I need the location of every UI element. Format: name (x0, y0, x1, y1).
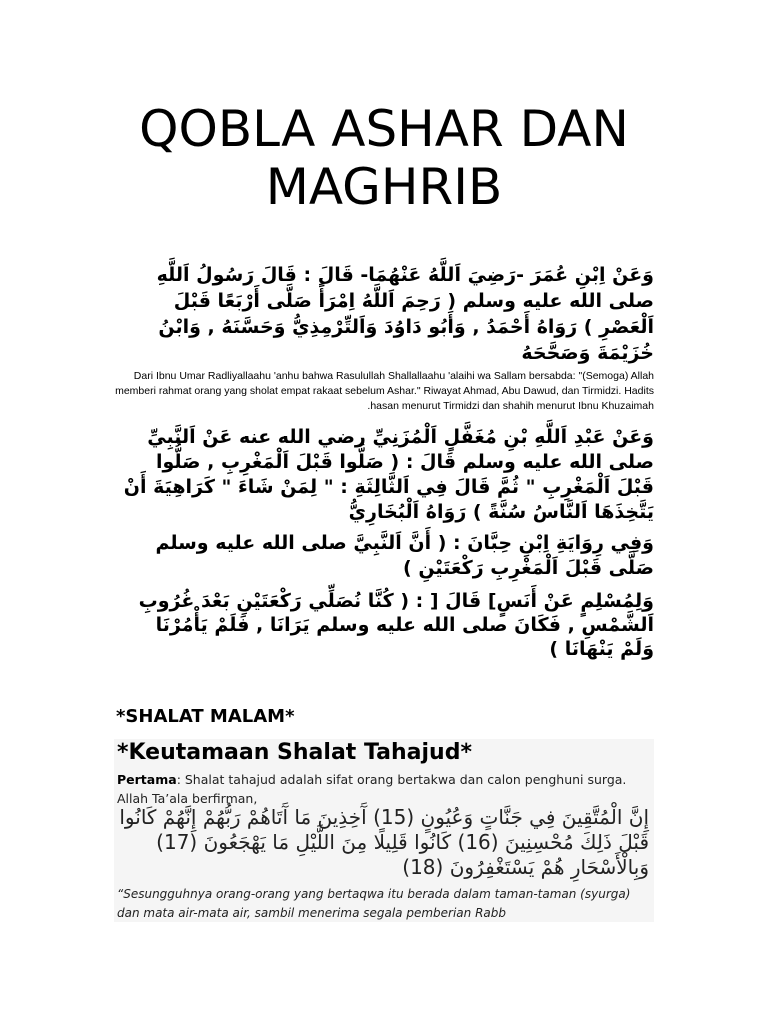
keutamaan-quran-verse: إِنَّ الْمُتَّقِينَ فِي جَنَّاتٍ وَعُيُونٍ (15) آَخِذِينَ مَا آَتَاهُمْ رَبُّهُمْ إِنَّهُمْ كَانُوا قَبْلَ ذَلِكَ مُحْسِنِينَ (16) كَانُوا قَلِيلًا مِنَ اللَّيْلِ مَا يَهْجَعُونَ (17) وَبِالْأَسْحَارِ هُمْ يَسْتَغْفِرُونَ (18) (119, 805, 649, 879)
keutamaan-label: Pertama (117, 772, 177, 787)
keutamaan-title: *Keutamaan Shalat Tahajud* (117, 740, 472, 765)
hadith-4-arabic: وَلِمُسْلِمٍ عَنْ أَنَسٍ] قَالَ [ : ( كُنَّا نُصَلِّي رَكْعَتَيْنِ بَعْدَ غُرُوبِ اَلشَّمْسِ , فَكَانَ صلى الله عليه وسلم يَرَانَا , فَلَمْ يَأْمُرْنَا وَلَمْ يَنْهَانَا ) (138, 590, 654, 660)
keutamaan-excerpt-box (114, 739, 654, 922)
hadith-3-arabic: وَفِي رِوَايَةِ اِبْنِ حِبَّانَ : ( أَنَّ اَلنَّبِيَّ صلى الله عليه وسلم صَلَّى قَبْلَ اَلْمَغْرِبِ رَكْعَتَيْنِ ) (155, 532, 654, 579)
page-title: QOBLA ASHAR DAN MAGHRIB (139, 100, 629, 216)
hadith-1-translation: Dari Ibnu Umar Radliyallaahu 'anhu bahwa Rasulullah Shallallaahu 'alaihi wa Sallam bersabda: "(Semoga) Allah memberi rahmat orang yang sholat empat rakaat sebelum Ashar." Riwayat Ahmad, Abu Dawud, dan Tirmidzi. Hadits hasan menurut Tirmidzi dan shahih menurut Ibnu Khuzaimah. (115, 370, 654, 412)
section-heading-shalat-malam: *SHALAT MALAM* (116, 706, 295, 727)
keutamaan-text: : Shalat tahajud adalah sifat orang bertakwa dan calon penghuni surga. Allah Ta’ala berfirman, (117, 772, 627, 806)
keutamaan-paragraph (117, 770, 649, 808)
hadith-2-arabic: وَعَنْ عَبْدِ اَللَّهِ بْنِ مُغَفَّلٍ اَلْمُزَنِيِّ رضي الله عنه عَنْ اَلنَّبِيِّ صلى الله عليه وسلم قَالَ : ( صَلُّوا قَبْلَ اَلْمَغْرِبِ , صَلُّوا قَبْلَ اَلْمَغْرِبِ " ثُمَّ قَالَ فِي اَلثَّالِثَةِ : " لِمَنْ شَاءَ " كَرَاهِيَةَ أَنْ يَتَّخِذَهَا اَلنَّاسُ سُنَّةً ) رَوَاهُ اَلْبُخَارِيُّ (123, 426, 654, 523)
keutamaan-translation: “Sesungguhnya orang-orang yang bertaqwa itu berada dalam taman-taman (syurga) dan mata air-mata air, sambil menerima segala pemberian Rabb (117, 887, 631, 920)
hadith-1-arabic: وَعَنْ اِبْنِ عُمَرَ -رَضِيَ اَللَّهُ عَنْهُمَا- قَالَ : قَالَ رَسُولُ اَللَّهِ صلى الله عليه وسلم ( رَحِمَ اَللَّهُ اِمْرَأً صَلَّى أَرْبَعًا قَبْلَ اَلْعَصْرِ ) رَوَاهُ أَحْمَدُ , وَأَبُو دَاوُدَ وَاَلتِّرْمِذِيُّ وَحَسَّنَهُ , وَابْنُ خُزَيْمَةَ وَصَحَّحَهُ (156, 264, 654, 364)
